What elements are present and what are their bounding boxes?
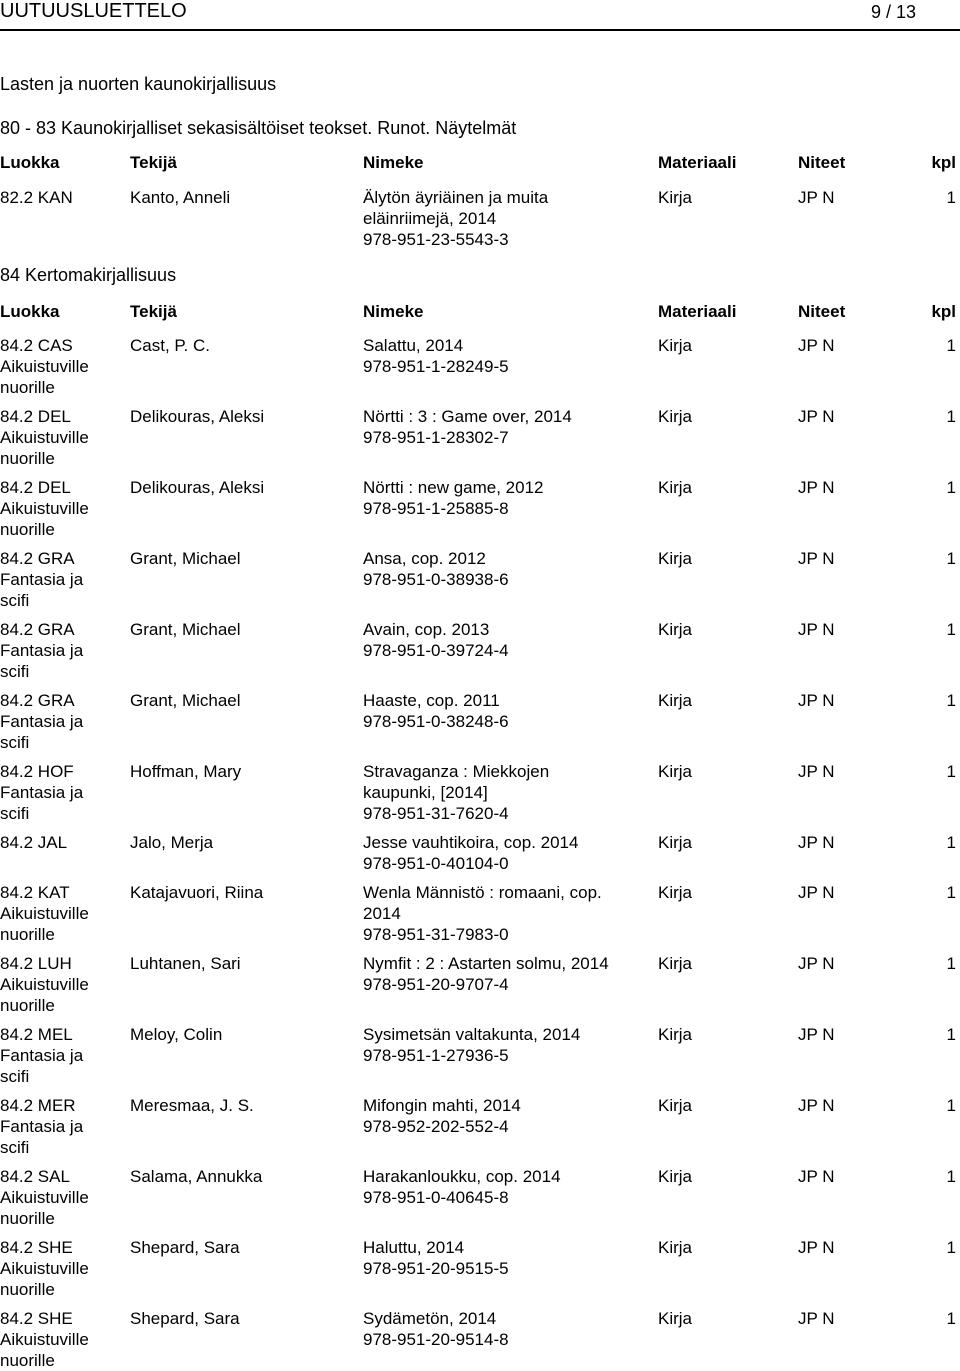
material-cell: Kirja — [658, 407, 693, 426]
classification-cell-line: scifi — [0, 662, 30, 681]
classification-cell — [0, 477, 120, 540]
classification-cell-line: scifi — [0, 1138, 30, 1157]
table-row — [0, 548, 960, 611]
count-cell: 1 — [946, 1096, 956, 1115]
title-cell-line: Älytön äyriäinen ja muita — [363, 188, 549, 207]
classification-cell-line: Fantasia ja — [0, 1117, 84, 1136]
classification-cell-line: nuorille — [0, 378, 55, 397]
classification-cell-line: 84.2 JAL — [0, 833, 68, 852]
column-header-luokka: Luokka — [0, 153, 60, 172]
title-cell-line: Sysimetsän valtakunta, 2014 — [363, 1025, 581, 1044]
classification-cell — [0, 882, 120, 945]
classification-cell-line: 84.2 MEL — [0, 1025, 73, 1044]
material-cell: Kirja — [658, 1309, 693, 1328]
author-cell: Delikouras, Aleksi — [130, 478, 265, 497]
classification-cell — [0, 1237, 120, 1300]
title-cell-line: 978-951-31-7983-0 — [363, 925, 509, 944]
title-cell-line: 978-951-0-40645-8 — [363, 1188, 509, 1207]
title-cell-line: 978-951-0-38938-6 — [363, 570, 509, 589]
title-cell-line: Haaste, cop. 2011 — [363, 691, 500, 710]
classification-cell-line: Fantasia ja — [0, 1046, 84, 1065]
classification-cell-line: Fantasia ja — [0, 641, 84, 660]
document-title: UUTUUSLUETTELO — [0, 0, 187, 22]
classification-cell-line: scifi — [0, 1067, 30, 1086]
classification-cell-line: nuorille — [0, 996, 55, 1015]
title-cell-line: Nörtti : 3 : Game over, 2014 — [363, 407, 572, 426]
table-row — [0, 832, 960, 874]
group-heading-80-83: 80 - 83 Kaunokirjalliset sekasisältöiset teokset. Runot. Näytelmät — [0, 118, 517, 138]
title-cell-line: 978-951-0-38248-6 — [363, 712, 509, 731]
title-cell-line: 978-951-20-9707-4 — [363, 975, 509, 994]
author-cell: Delikouras, Aleksi — [130, 407, 265, 426]
column-header-nimeke: Nimeke — [363, 153, 424, 172]
title-cell-line: 978-951-20-9515-5 — [363, 1259, 509, 1278]
count-cell: 1 — [946, 188, 956, 207]
column-header-tekija: Tekijä — [130, 302, 177, 321]
copies-cell: JP N — [798, 883, 835, 902]
material-cell: Kirja — [658, 549, 693, 568]
page-number: 9 / 13 — [870, 2, 916, 22]
column-header-tekija: Tekijä — [130, 153, 177, 172]
title-cell-line: Ansa, cop. 2012 — [363, 549, 486, 568]
title-cell — [363, 619, 648, 661]
classification-cell — [0, 1095, 120, 1158]
copies-cell: JP N — [798, 620, 835, 639]
classification-cell-line: nuorille — [0, 1280, 55, 1299]
column-header-row — [0, 302, 960, 324]
classification-cell — [0, 548, 120, 611]
classification-cell-line: nuorille — [0, 925, 55, 944]
author-cell: Cast, P. C. — [130, 336, 210, 355]
classification-cell-line: Aikuistuville — [0, 1259, 89, 1278]
title-cell — [363, 548, 648, 590]
column-header-niteet: Niteet — [798, 302, 846, 321]
material-cell: Kirja — [658, 478, 693, 497]
count-cell: 1 — [946, 762, 956, 781]
classification-cell-line: 84.2 GRA — [0, 620, 75, 639]
count-cell: 1 — [946, 954, 956, 973]
copies-cell: JP N — [798, 188, 835, 207]
material-cell: Kirja — [658, 1167, 693, 1186]
classification-cell-line: Fantasia ja — [0, 712, 84, 731]
title-cell — [363, 477, 648, 519]
title-cell — [363, 187, 648, 250]
author-cell: Kanto, Anneli — [130, 188, 231, 207]
title-cell — [363, 1308, 648, 1350]
classification-cell — [0, 406, 120, 469]
classification-cell-line: nuorille — [0, 1351, 55, 1370]
title-cell — [363, 406, 648, 448]
classification-cell-line: 84.2 GRA — [0, 549, 75, 568]
author-cell: Shepard, Sara — [130, 1238, 240, 1257]
classification-cell-line: 82.2 KAN — [0, 188, 73, 207]
classification-cell-line: nuorille — [0, 1209, 55, 1228]
copies-cell: JP N — [798, 336, 835, 355]
title-cell-line: Salattu, 2014 — [363, 336, 464, 355]
column-header-kpl: kpl — [931, 302, 956, 321]
classification-cell-line: Aikuistuville — [0, 1330, 89, 1349]
title-cell-line: 978-951-23-5543-3 — [363, 230, 509, 249]
title-cell-line: 978-951-1-28302-7 — [363, 428, 509, 447]
section-heading: Lasten ja nuorten kaunokirjallisuus — [0, 74, 277, 94]
classification-cell-line: Aikuistuville — [0, 975, 89, 994]
title-cell — [363, 1166, 648, 1208]
copies-cell: JP N — [798, 1238, 835, 1257]
table-row — [0, 406, 960, 469]
title-cell-line: Sydämetön, 2014 — [363, 1309, 497, 1328]
column-header-materiaali: Materiaali — [658, 153, 737, 172]
count-cell: 1 — [946, 1167, 956, 1186]
classification-cell-line: Fantasia ja — [0, 783, 84, 802]
count-cell: 1 — [946, 407, 956, 426]
copies-cell: JP N — [798, 762, 835, 781]
classification-cell — [0, 1166, 120, 1229]
table-row — [0, 1308, 960, 1371]
material-cell: Kirja — [658, 1238, 693, 1257]
table-row — [0, 619, 960, 682]
classification-cell — [0, 1308, 120, 1371]
classification-cell-line: scifi — [0, 591, 30, 610]
title-cell-line: Harakanloukku, cop. 2014 — [363, 1167, 561, 1186]
material-cell: Kirja — [658, 883, 693, 902]
author-cell: Katajavuori, Riina — [130, 883, 264, 902]
author-cell: Grant, Michael — [130, 549, 241, 568]
title-cell-line: Avain, cop. 2013 — [363, 620, 490, 639]
copies-cell: JP N — [798, 1025, 835, 1044]
classification-cell-line: 84.2 GRA — [0, 691, 75, 710]
title-cell-line: Haluttu, 2014 — [363, 1238, 465, 1257]
copies-cell: JP N — [798, 1309, 835, 1328]
material-cell: Kirja — [658, 1025, 693, 1044]
classification-cell — [0, 335, 120, 398]
title-cell-line: 978-951-20-9514-8 — [363, 1330, 509, 1349]
column-header-niteet: Niteet — [798, 153, 846, 172]
material-cell: Kirja — [658, 762, 693, 781]
title-cell — [363, 335, 648, 377]
count-cell: 1 — [946, 549, 956, 568]
author-cell: Salama, Annukka — [130, 1167, 263, 1186]
material-cell: Kirja — [658, 833, 693, 852]
classification-cell-line: Fantasia ja — [0, 570, 84, 589]
classification-cell-line: 84.2 SHE — [0, 1238, 73, 1257]
copies-cell: JP N — [798, 407, 835, 426]
classification-cell-line: Aikuistuville — [0, 428, 89, 447]
author-cell: Meresmaa, J. S. — [130, 1096, 254, 1115]
title-cell-line: 978-951-1-27936-5 — [363, 1046, 509, 1065]
material-cell: Kirja — [658, 188, 693, 207]
count-cell: 1 — [946, 1238, 956, 1257]
count-cell: 1 — [946, 883, 956, 902]
classification-cell — [0, 1024, 120, 1087]
title-cell-line: Mifongin mahti, 2014 — [363, 1096, 521, 1115]
title-cell-line: Jesse vauhtikoira, cop. 2014 — [363, 833, 579, 852]
classification-cell-line: 84.2 SAL — [0, 1167, 70, 1186]
column-header-nimeke: Nimeke — [363, 302, 424, 321]
table-row — [0, 187, 960, 250]
group-heading-84: 84 Kertomakirjallisuus — [0, 265, 177, 285]
column-header-row — [0, 153, 960, 175]
copies-cell: JP N — [798, 1096, 835, 1115]
title-cell — [363, 761, 648, 824]
title-cell-line: Nörtti : new game, 2012 — [363, 478, 544, 497]
title-cell-line: 978-951-0-40104-0 — [363, 854, 509, 873]
table-row — [0, 1166, 960, 1229]
author-cell: Grant, Michael — [130, 620, 241, 639]
count-cell: 1 — [946, 691, 956, 710]
copies-cell: JP N — [798, 549, 835, 568]
material-cell: Kirja — [658, 1096, 693, 1115]
count-cell: 1 — [946, 478, 956, 497]
title-cell — [363, 690, 648, 732]
page-header — [0, 0, 960, 26]
material-cell: Kirja — [658, 620, 693, 639]
table-row — [0, 477, 960, 540]
author-cell: Grant, Michael — [130, 691, 241, 710]
classification-cell — [0, 953, 120, 1016]
material-cell: Kirja — [658, 691, 693, 710]
author-cell: Shepard, Sara — [130, 1309, 240, 1328]
copies-cell: JP N — [798, 478, 835, 497]
copies-cell: JP N — [798, 833, 835, 852]
classification-cell-line: 84.2 KAT — [0, 883, 70, 902]
table-row — [0, 953, 960, 1016]
classification-cell-line: Aikuistuville — [0, 1188, 89, 1207]
title-cell-line: 978-951-0-39724-4 — [363, 641, 509, 660]
title-cell — [363, 832, 648, 874]
count-cell: 1 — [946, 1309, 956, 1328]
classification-cell — [0, 832, 120, 853]
classification-cell — [0, 619, 120, 682]
material-cell: Kirja — [658, 954, 693, 973]
classification-cell-line: Aikuistuville — [0, 904, 89, 923]
classification-cell-line: 84.2 DEL — [0, 478, 71, 497]
count-cell: 1 — [946, 833, 956, 852]
table-row — [0, 761, 960, 824]
title-cell-line: eläinriimejä, 2014 — [363, 209, 497, 228]
header-rule — [0, 29, 960, 31]
classification-cell — [0, 187, 120, 208]
title-cell-line: 978-951-1-25885-8 — [363, 499, 509, 518]
title-cell — [363, 1095, 648, 1137]
table-row — [0, 1237, 960, 1300]
author-cell: Jalo, Merja — [130, 833, 214, 852]
copies-cell: JP N — [798, 954, 835, 973]
column-header-materiaali: Materiaali — [658, 302, 737, 321]
table-row — [0, 690, 960, 753]
count-cell: 1 — [946, 1025, 956, 1044]
classification-cell-line: 84.2 DEL — [0, 407, 71, 426]
title-cell-line: kaupunki, [2014] — [363, 783, 488, 802]
classification-cell-line: 84.2 CAS — [0, 336, 73, 355]
classification-cell-line: Aikuistuville — [0, 499, 89, 518]
classification-cell — [0, 761, 120, 824]
title-cell-line: 978-951-31-7620-4 — [363, 804, 509, 823]
title-cell — [363, 953, 648, 995]
title-cell-line: Nymfit : 2 : Astarten solmu, 2014 — [363, 954, 609, 973]
table-row — [0, 335, 960, 398]
count-cell: 1 — [946, 620, 956, 639]
table-row — [0, 882, 960, 945]
table-row — [0, 1024, 960, 1087]
author-cell: Luhtanen, Sari — [130, 954, 241, 973]
title-cell-line: 978-952-202-552-4 — [363, 1117, 509, 1136]
column-header-luokka: Luokka — [0, 302, 60, 321]
classification-cell-line: 84.2 MER — [0, 1096, 76, 1115]
column-header-kpl: kpl — [931, 153, 956, 172]
table-row — [0, 1095, 960, 1158]
author-cell: Hoffman, Mary — [130, 762, 242, 781]
title-cell — [363, 882, 648, 945]
classification-cell-line: Aikuistuville — [0, 357, 89, 376]
classification-cell-line: scifi — [0, 733, 30, 752]
count-cell: 1 — [946, 336, 956, 355]
classification-cell-line: nuorille — [0, 449, 55, 468]
copies-cell: JP N — [798, 691, 835, 710]
title-cell — [363, 1237, 648, 1279]
classification-cell-line: 84.2 HOF — [0, 762, 74, 781]
classification-cell-line: 84.2 SHE — [0, 1309, 73, 1328]
title-cell-line: Wenla Männistö : romaani, cop. — [363, 883, 602, 902]
title-cell — [363, 1024, 648, 1066]
author-cell: Meloy, Colin — [130, 1025, 223, 1044]
classification-cell-line: 84.2 LUH — [0, 954, 72, 973]
title-cell-line: 978-951-1-28249-5 — [363, 357, 509, 376]
material-cell: Kirja — [658, 336, 693, 355]
title-cell-line: Stravaganza : Miekkojen — [363, 762, 550, 781]
classification-cell-line: scifi — [0, 804, 30, 823]
classification-cell — [0, 690, 120, 753]
title-cell-line: 2014 — [363, 904, 401, 923]
copies-cell: JP N — [798, 1167, 835, 1186]
classification-cell-line: nuorille — [0, 520, 55, 539]
